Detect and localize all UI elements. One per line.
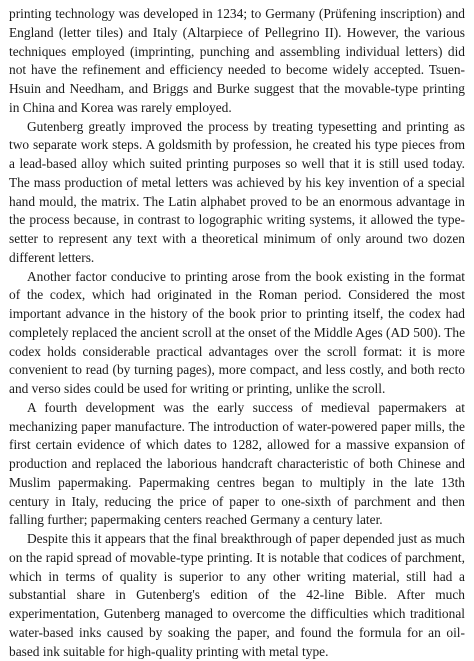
paragraph-5: Despite this it appears that the final breakthrough of paper depended just as much on the rapid spread of movable-type printing. It is notable that codices of parchment, which in terms of quality is superior to any other writing material, still had a substantial share in Gutenberg's edition of the 42-line Bible. After much experimentation, Gutenberg managed to overcome the difficulties which traditional water-based inks caused by soaking the paper, and found the formula for an oil-based ink suitable for high-quality printing with metal type. — [9, 531, 465, 659]
paragraph-4: A fourth development was the early success of medieval papermakers at mechanizing paper manufacture. The introduction of water-powered paper mills, the first certain evidence of which dates to 1282, allowed for a massive expansion of production and replaced the laborious handcraft characteristic of both Chinese and Muslim papermaking. Papermaking centres began to multiply in the late 13th century in Italy, reducing the price of paper to one-sixth of parchment and then falling further; papermaking centers reached Germany a century later. — [9, 399, 465, 528]
paragraph-1: printing technology was developed in 1234; to Germany (Prüfening inscription) and England (letter tiles) and Italy (Altarpiece of Pellegrino II). However, the various techniques employed (imprinting, punching and assembling individual letters) did not have the refinement and efficiency needed to become widely accepted. Tsuen-Hsuin and Needham, and Briggs and Burke suggest that the movable-type printing in China and Korea was rarely employed. — [9, 6, 465, 115]
paragraph-3: Another factor conducive to printing arose from the book existing in the format of the codex, which had originated in the Roman period. Considered the most important advance in the history of the book prior to printing itself, the codex had completely replaced the ancient scroll at the onset of the Middle Ages (AD 500). The codex holds considerable practical advantages over the scroll format: it is more convenient to read (by turning pages), more compact, and less costly, and both recto and verso sides could be used for writing or printing, unlike the scroll. — [9, 268, 466, 396]
paragraph-2: Gutenberg greatly improved the process by treating typesetting and printing as two separate work steps. A goldsmith by profession, he created his type pieces from a lead-based alloy which suited printing purposes so well that it is still used today. The mass production of metal letters was achieved by his key invention of a special hand mould, the matrix. The Latin alphabet proved to be an enormous advantage in the process because, in contrast to logographic writing systems, it allowed the type-setter to represent any text with a theoretical minimum of only around two dozen different letters. — [9, 118, 465, 265]
